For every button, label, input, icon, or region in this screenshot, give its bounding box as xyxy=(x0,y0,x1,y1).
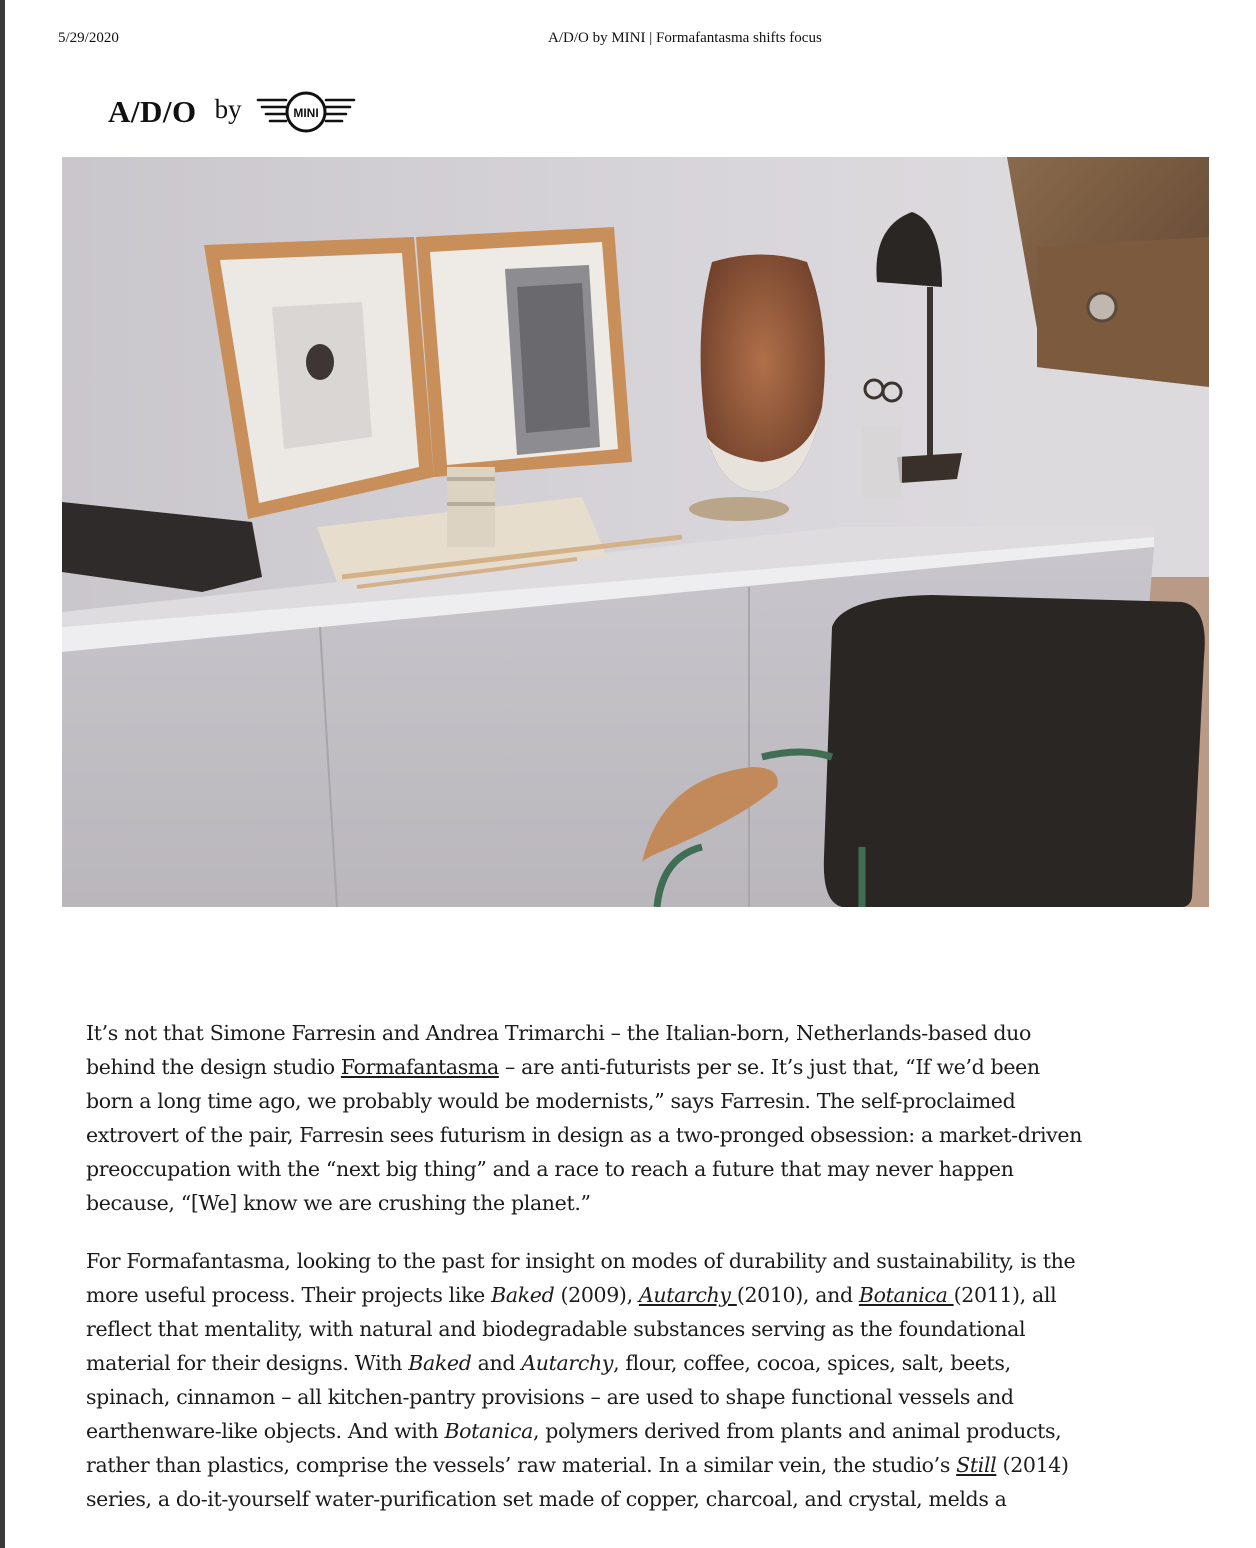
link-autarchy[interactable]: Autarchy xyxy=(638,1283,737,1307)
chair-back xyxy=(824,595,1205,907)
print-date: 5/29/2020 xyxy=(58,30,119,46)
page-left-edge xyxy=(0,0,5,1548)
link-still[interactable]: Still xyxy=(956,1453,997,1477)
article-body xyxy=(86,1016,1086,1540)
mini-logo-text: MINI xyxy=(292,106,319,120)
article-paragraph-2: For Formafantasma, looking to the past for insight on modes of durability and sustainability, is the more useful process. Their projects like Baked (2009), Autarchy (2010), and Botanica (2011), all reflect that mentality, with natural and biodegradable substances serving as the foundational material for their designs. With Baked and Autarchy, flour, coffee, cocoa, spices, salt, beets, spinach, cinnamon – all kitchen-pantry provisions – are used to shape functional vessels and earthenware-like objects. And with Botanica, polymers derived from plants and animal products, rather than plastics, comprise the vessels’ raw material. In a similar vein, the studio’s Still (2014) series, a do-it-yourself water-purification set made of copper, charcoal, and crystal, melds a xyxy=(86,1249,1076,1511)
brand-logo-link[interactable] xyxy=(108,88,356,136)
mini-wings-logo-icon xyxy=(256,90,356,134)
link-formafantasma[interactable]: Formafantasma xyxy=(340,1055,499,1079)
hero-photo-illustration xyxy=(62,157,1209,907)
brand-name: A/D/O xyxy=(108,94,197,129)
link-botanica[interactable]: Botanica xyxy=(858,1283,954,1307)
brand-by: by xyxy=(214,93,242,124)
print-page-title: A/D/O by MINI | Formafantasma shifts focus xyxy=(548,30,822,46)
hero-image xyxy=(62,157,1209,907)
article-paragraph-1: It’s not that Simone Farresin and Andrea Trimarchi – the Italian-born, Netherlands-based duo behind the design studio Formafantasma – are anti-futurists per se. It’s just that, “If we’d been born a long time ago, we probably would be modernists,” says Farresin. The self-proclaimed extrovert of the pair, Farresin sees futurism in design as a two-pronged obsession: a market-driven preoccupation with the “next big thing” and a race to reach a future that may never happen because, “[We] know we are crushing the planet.” xyxy=(86,1021,1083,1215)
print-header xyxy=(0,30,1256,50)
